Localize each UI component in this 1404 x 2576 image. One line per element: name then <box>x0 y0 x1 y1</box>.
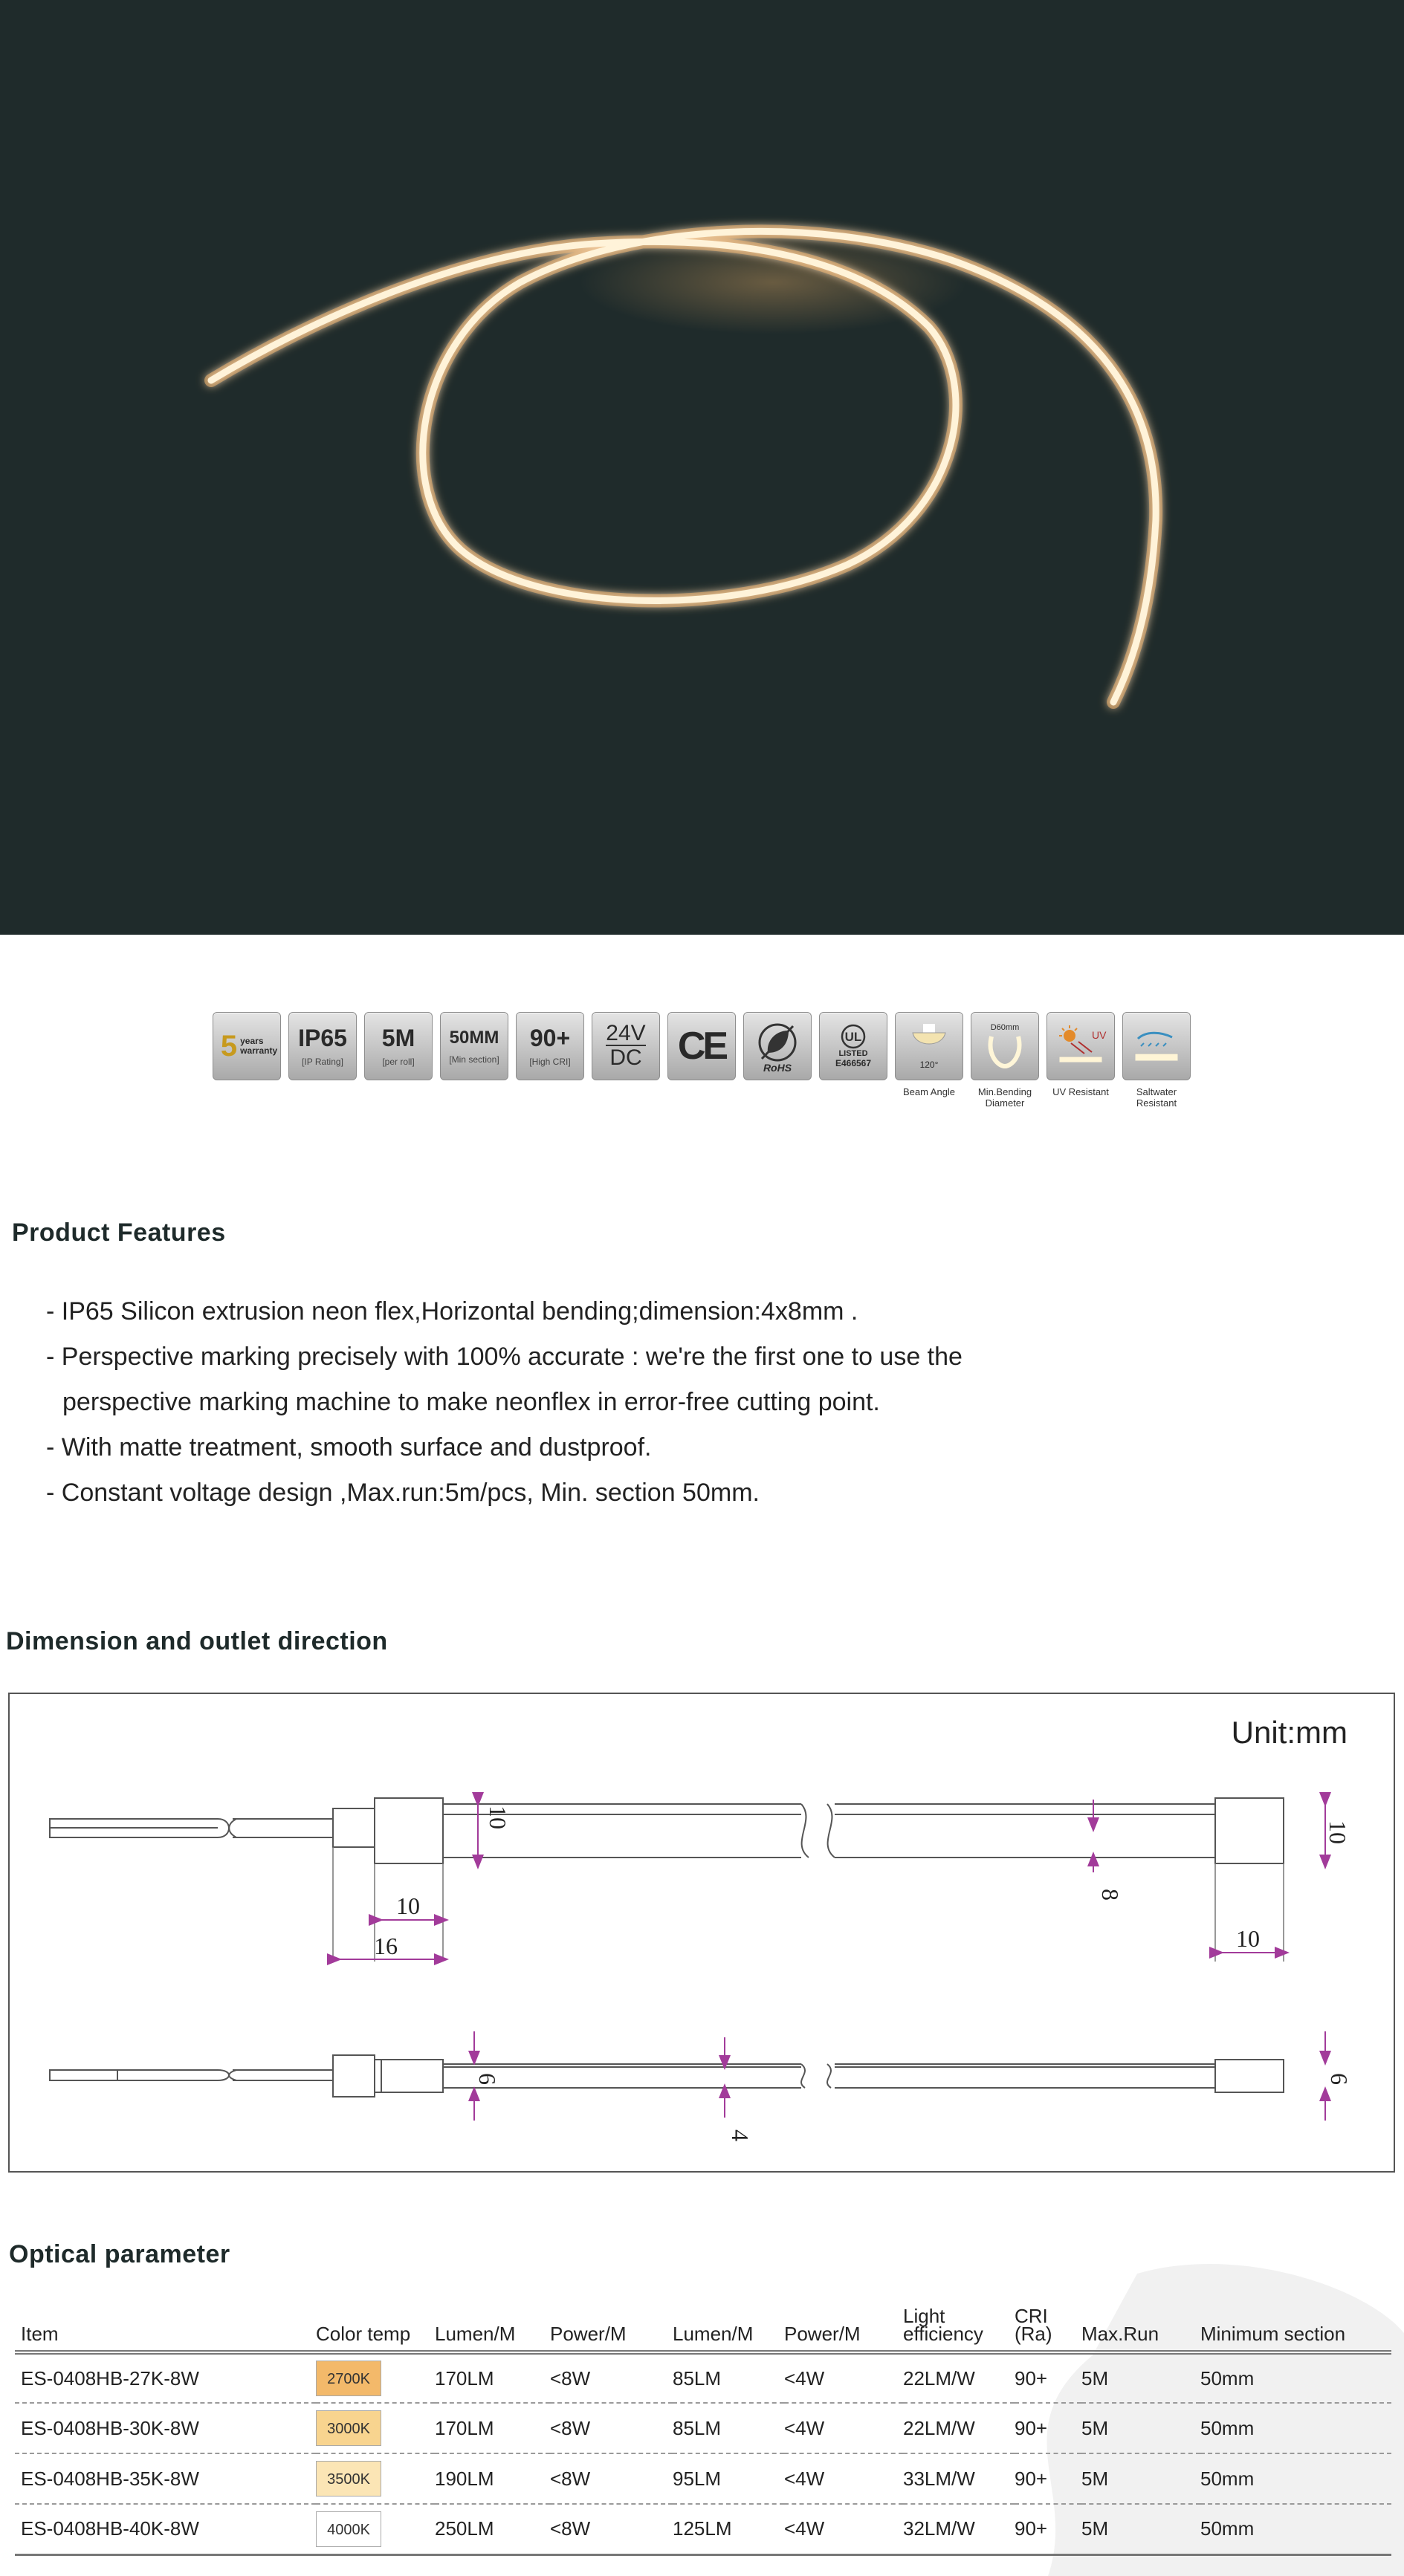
dimension-title: Dimension and outlet direction <box>6 1627 388 1655</box>
beam-angle-badge: 120° <box>895 1012 963 1080</box>
ul-listed-badge: UL LISTED E466567 <box>819 1012 887 1080</box>
uv-resistant-caption: UV Resistant <box>1052 1086 1109 1097</box>
cct-swatch: 3000K <box>316 2410 381 2446</box>
list-item <box>46 1334 1087 1425</box>
table-row: ES-0408HB-30K-8W 3000K 170LM <8W 85LM <4W 22LM/W 90+ 5M 50mm <box>15 2403 1391 2453</box>
min-section-badge: 50MM [Min section] <box>440 1012 508 1080</box>
dim-label-total: 16 <box>374 1933 398 1959</box>
svg-text:UL: UL <box>844 1030 862 1044</box>
cct-swatch: 3500K <box>316 2461 381 2496</box>
dim-label-height-left: 10 <box>485 1806 511 1829</box>
list-item: - IP65 Silicon extrusion neon flex,Horizontal bending;dimension:4x8mm . <box>46 1297 858 1326</box>
unit-label: Unit:mm <box>1231 1715 1348 1750</box>
col-item: Item <box>21 2323 59 2345</box>
dim-label-height-right: 10 <box>1324 1820 1351 1844</box>
warranty-badge: 5 years warranty <box>213 1012 281 1080</box>
col-lumen-1: Lumen/M <box>435 2323 516 2345</box>
dim-label-cap-right: 10 <box>1236 1925 1260 1952</box>
hero-product-photo <box>0 0 1404 935</box>
feature-text-continued: perspective marking machine to make neonflex in error-free cutting point. <box>62 1388 880 1416</box>
bending-icon <box>983 1032 1027 1069</box>
bending-diameter-caption: Min.Bending Diameter <box>977 1086 1032 1109</box>
dimension-drawing <box>8 1693 1395 2173</box>
cri-badge: 90+ [High CRI] <box>516 1012 584 1080</box>
dim-label-side-mid: 4 <box>727 2129 754 2141</box>
beam-angle-caption: Beam Angle <box>902 1086 956 1097</box>
cct-swatch: 4000K <box>316 2511 381 2547</box>
features-title: Product Features <box>12 1219 226 1247</box>
col-efficiency: Light efficiency <box>903 2305 983 2345</box>
ip65-badge: IP65 [IP Rating] <box>288 1012 357 1080</box>
uv-sun-icon <box>1055 1024 1107 1068</box>
ce-badge: CE <box>667 1012 736 1080</box>
beam-angle-icon <box>907 1022 951 1060</box>
col-cri: CRI (Ra) <box>1015 2305 1052 2345</box>
col-max-run: Max.Run <box>1081 2323 1159 2345</box>
voltage-badge: 24V DC <box>592 1012 660 1080</box>
features-list <box>46 1289 1087 1516</box>
list-item: - Constant voltage design ,Max.run:5m/pcs, Min. section 50mm. <box>46 1479 760 1507</box>
dim-label-side-left: 6 <box>474 2073 501 2085</box>
table-row: ES-0408HB-35K-8W 3500K 190LM <8W 95LM <4W 33LM/W 90+ 5M 50mm <box>15 2453 1391 2504</box>
saltwater-icon <box>1130 1024 1183 1068</box>
certification-badges <box>213 1012 1194 1116</box>
saltwater-badge <box>1122 1012 1191 1080</box>
feature-text: - Perspective marking precisely with 100% accurate : we're the first one to use the <box>46 1343 963 1371</box>
list-item: - With matte treatment, smooth surface and dustproof. <box>46 1433 652 1461</box>
uv-resistant-badge <box>1046 1012 1115 1080</box>
rohs-badge: RoHS <box>743 1012 812 1080</box>
bending-diameter-badge: D60mm <box>971 1012 1039 1080</box>
cct-swatch: 2700K <box>316 2361 381 2396</box>
col-power-1: Power/M <box>550 2323 627 2345</box>
table-row: ES-0408HB-27K-8W 2700K 170LM <8W 85LM <4W 22LM/W 90+ 5M 50mm <box>15 2352 1391 2403</box>
col-lumen-2: Lumen/M <box>673 2323 754 2345</box>
saltwater-caption: Saltwater Resistant <box>1136 1086 1177 1109</box>
roll-length-badge: 5M [per roll] <box>364 1012 433 1080</box>
neon-strip-illustration <box>0 0 1404 935</box>
col-color-temp: Color temp <box>316 2323 411 2345</box>
dim-label-side-right: 6 <box>1326 2073 1353 2085</box>
table-header-row <box>15 2300 1391 2352</box>
dim-label-cap-left: 10 <box>396 1892 420 1919</box>
technical-drawing <box>10 1694 1394 2171</box>
col-power-2: Power/M <box>784 2323 861 2345</box>
svg-text:UV: UV <box>1092 1029 1107 1041</box>
optical-title: Optical parameter <box>9 2240 230 2268</box>
ul-icon <box>837 1024 870 1049</box>
dim-label-width: 8 <box>1097 1889 1124 1901</box>
table-row: ES-0408HB-40K-8W 4000K 250LM <8W 125LM <4W 32LM/W 90+ 5M 50mm <box>15 2504 1391 2554</box>
col-min-section: Minimum section <box>1200 2323 1346 2345</box>
optical-table <box>15 2300 1391 2556</box>
